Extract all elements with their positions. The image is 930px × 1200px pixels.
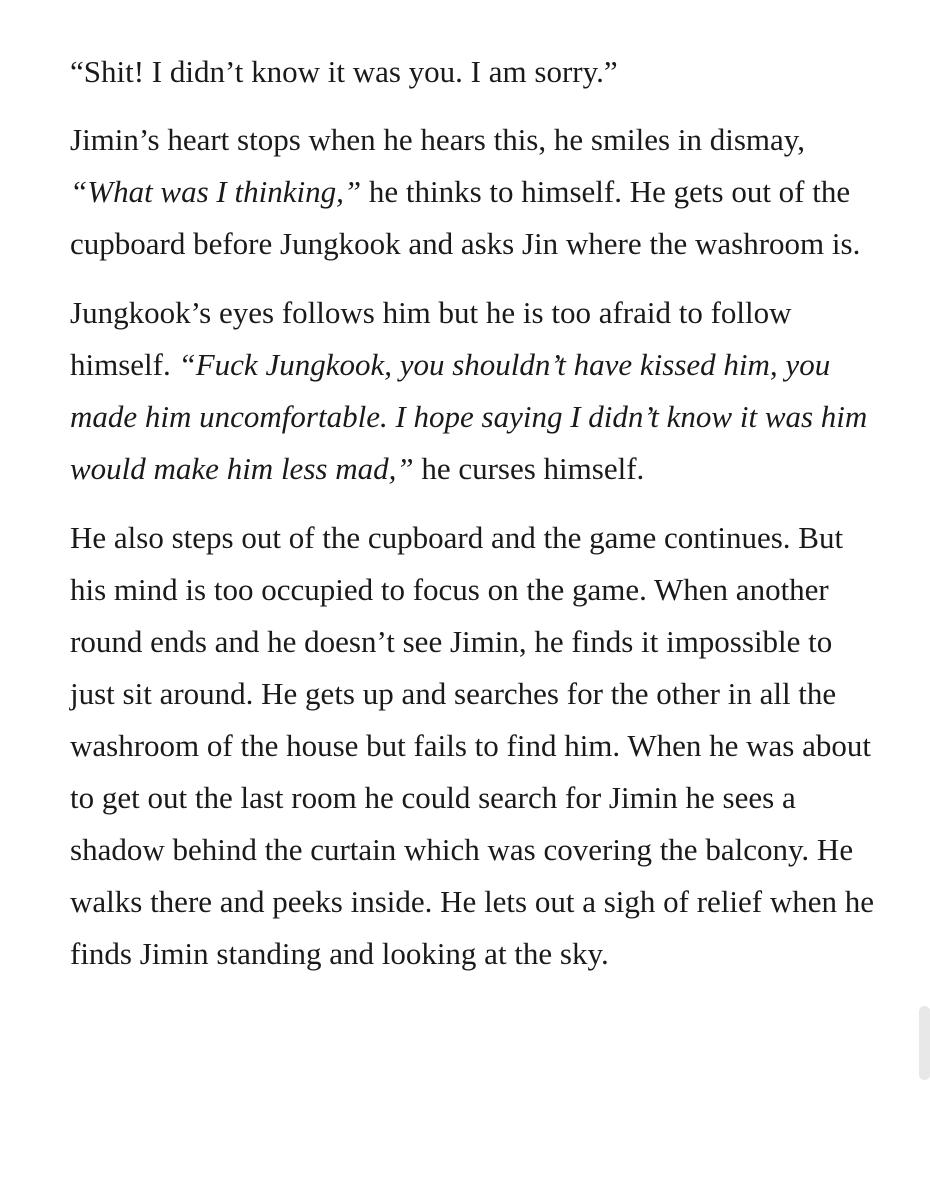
thought-text: “What was I thinking,” [70, 174, 362, 209]
narration-text: He also steps out of the cupboard and the game continues. But his mind is too occupied to focus on the game. When another round ends and he doesn’t see Jimin, he finds it impossible to just sit around. He gets up and searches for the other in all the washroom of the house but fails to find him. When he was about to get out the last room he could search for Jimin he sees a shadow behind the curtain which was covering the balcony. He walks there and peeks inside. He lets out a sigh of relief when he finds Jimin standing and looking at the sky. [70, 520, 875, 971]
paragraph-4 [70, 512, 875, 980]
thought-text: “Fuck Jungkook, you shouldn’t have kissed him, you made him uncomfortable. I hope saying I didn’t know it was him would make him less mad,” [70, 347, 868, 486]
narration-text: he curses himself. [413, 451, 645, 486]
narration-text: Jimin’s heart stops when he hears this, he smiles in dismay, [70, 122, 806, 157]
paragraph-2 [70, 114, 875, 270]
narration-text: Jungkook’s eyes follows him but he is too afraid to follow himself. [70, 295, 792, 382]
paragraph-3 [70, 287, 875, 495]
dialogue-text: “Shit! I didn’t know it was you. I am sorry.” [70, 54, 618, 89]
story-text [70, 46, 875, 997]
scrollbar-thumb[interactable] [919, 1006, 930, 1080]
narration-text: he thinks to himself. He gets out of the cupboard before Jungkook and asks Jin where the washroom is. [70, 174, 861, 261]
paragraph-1 [70, 46, 875, 98]
